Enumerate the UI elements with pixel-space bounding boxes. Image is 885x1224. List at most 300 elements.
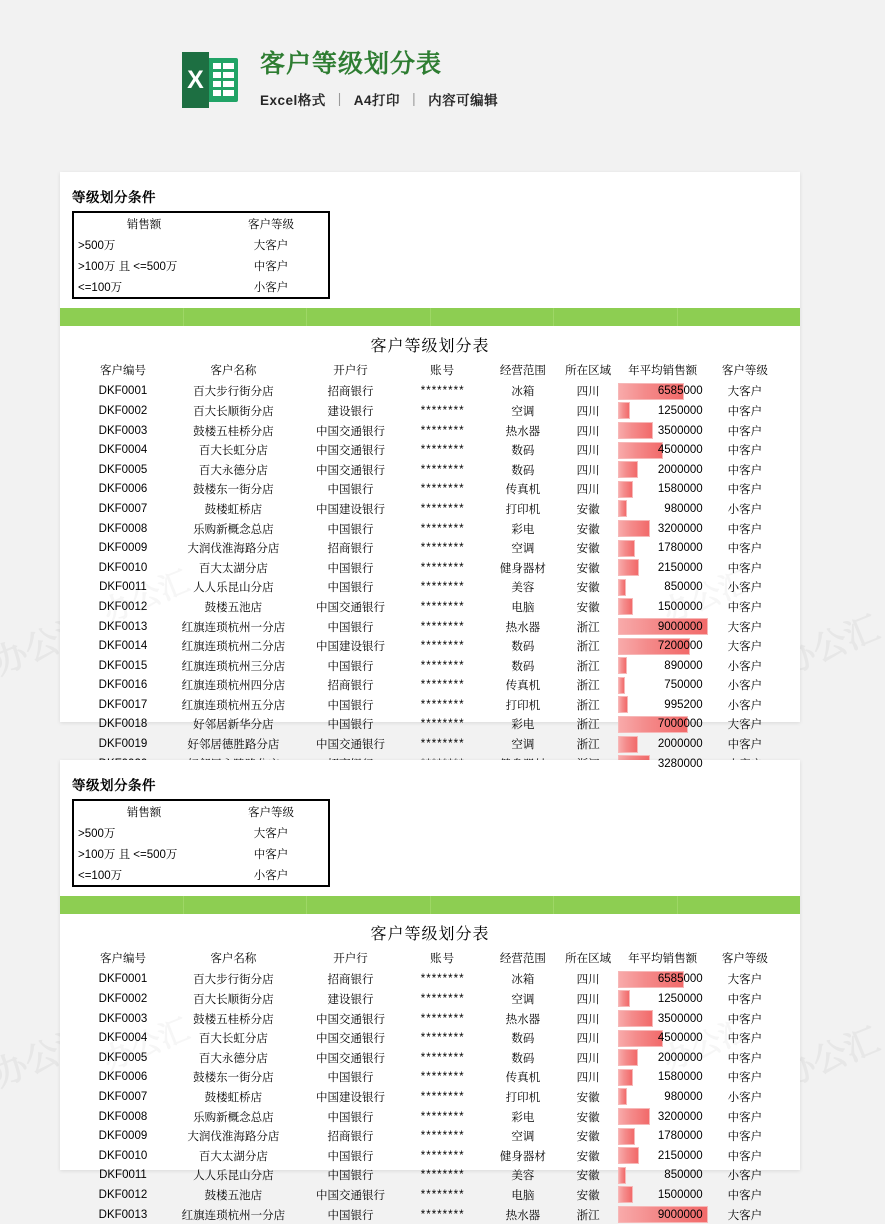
cell-bank: 中国银行 (327, 484, 374, 497)
col-header-sales: 年平均销售额 (628, 365, 698, 378)
conditions-row (74, 843, 328, 864)
table-row (80, 499, 780, 519)
cell-bank: 中国交通银行 (315, 445, 385, 458)
cell-biz: 空调 (511, 739, 535, 752)
cell-level: 中客户 (727, 445, 763, 458)
cell-level: 中客户 (727, 601, 763, 614)
cell-name: 百大长顺街分店 (193, 993, 274, 1006)
col-header-region: 所在区域 (565, 953, 612, 966)
cell-biz: 热水器 (505, 1209, 541, 1222)
excel-logo-letter: X (187, 66, 204, 94)
cell-biz: 热水器 (505, 1013, 541, 1026)
cell-level: 小客户 (727, 503, 763, 516)
cell-name: 红旗连琐杭州二分店 (181, 641, 286, 654)
cell-biz: 电脑 (511, 601, 535, 614)
preview-card-page-1 (60, 172, 800, 770)
condition-level: 小客户 (253, 281, 289, 294)
conditions-box (72, 799, 330, 887)
cell-name: 百大长顺街分店 (193, 405, 274, 418)
cell-id: DKF0003 (98, 424, 148, 437)
cell-sales-databar: 1780000 (616, 1126, 710, 1146)
cell-id: DKF0014 (98, 640, 148, 653)
cell-account: ******** (420, 502, 465, 515)
cell-id: DKF0012 (98, 1188, 148, 1201)
col-header-name: 客户名称 (210, 953, 257, 966)
condition-sales: >500万 (78, 239, 116, 252)
col-header-biz: 经营范围 (499, 953, 546, 966)
col-header-biz: 经营范围 (499, 365, 546, 378)
cell-sales-databar: 6585000 (616, 382, 710, 402)
cell-level: 中客户 (727, 1072, 763, 1085)
conditions-header-level: 客户等级 (248, 806, 294, 819)
cell-id: DKF0017 (98, 698, 148, 711)
cell-account: ******** (420, 640, 465, 653)
cell-level: 中客户 (727, 1189, 763, 1202)
table-row (80, 538, 780, 558)
cell-biz: 数码 (511, 1052, 535, 1065)
subtitle-separator-2: | (412, 91, 417, 107)
cell-name: 好邻居德胜路分店 (187, 739, 280, 752)
conditions-header-row (74, 213, 328, 234)
cell-account: ******** (420, 1169, 465, 1182)
cell-sales-databar: 3500000 (616, 421, 710, 441)
cell-id: DKF0008 (98, 1110, 148, 1123)
cell-region: 安徽 (576, 1170, 600, 1183)
table-header-row (80, 362, 780, 382)
cell-sales-databar: 1780000 (616, 538, 710, 558)
cell-id: DKF0007 (98, 1090, 148, 1103)
cell-region: 安徽 (576, 523, 600, 536)
cell-id: DKF0010 (98, 561, 148, 574)
cell-bank: 中国银行 (327, 699, 374, 712)
cell-account: ******** (420, 620, 465, 633)
cell-level: 大客户 (727, 974, 763, 987)
cell-biz: 数码 (511, 660, 535, 673)
conditions-title: 等级划分条件 (72, 190, 156, 205)
cell-id: DKF0018 (98, 718, 148, 731)
cell-level: 小客户 (727, 680, 763, 693)
cell-bank: 招商银行 (327, 680, 374, 693)
cell-level: 中客户 (727, 739, 763, 752)
cell-name: 红旗连琐杭州四分店 (181, 680, 286, 693)
cell-name: 鼓楼东一街分店 (193, 484, 274, 497)
cell-level: 中客户 (727, 1131, 763, 1144)
cell-region: 四川 (576, 405, 600, 418)
cell-sales-databar: 1500000 (616, 597, 710, 617)
cell-region: 安徽 (576, 1111, 600, 1124)
cell-sales-databar: 980000 (616, 499, 710, 519)
cell-id: DKF0011 (99, 1169, 147, 1182)
cell-id: DKF0008 (98, 522, 148, 535)
cell-sales-databar: 9000000 (616, 617, 710, 637)
conditions-header-sales: 销售额 (126, 806, 162, 819)
cell-biz: 冰箱 (511, 974, 535, 987)
cell-biz: 数码 (511, 641, 535, 654)
cell-name: 乐购新概念总店 (193, 523, 274, 536)
cell-biz: 健身器材 (499, 1150, 546, 1163)
cell-account: ******** (420, 698, 465, 711)
cell-sales-databar: 890000 (616, 656, 710, 676)
cell-name: 百大永德分店 (198, 1052, 268, 1065)
cell-level: 小客户 (727, 660, 763, 673)
cell-region: 浙江 (576, 699, 600, 712)
cell-sales-databar: 980000 (616, 1087, 710, 1107)
table-row (80, 1028, 780, 1048)
cell-level: 中客户 (727, 1150, 763, 1163)
cell-region: 浙江 (576, 621, 600, 634)
table-row (80, 715, 780, 735)
condition-sales: <=100万 (78, 869, 123, 882)
green-banner (60, 896, 800, 914)
subtitle-editable: 内容可编辑 (428, 92, 499, 108)
cell-region: 四川 (576, 484, 600, 497)
cell-name: 百大长虹分店 (198, 445, 268, 458)
cell-name: 鼓楼五桂桥分店 (193, 425, 274, 438)
table-body-2 (80, 970, 780, 1224)
table-row (80, 1087, 780, 1107)
table-row (80, 1205, 780, 1224)
table-row (80, 1166, 780, 1186)
cell-sales-databar: 4500000 (616, 1028, 710, 1048)
cell-bank: 中国银行 (327, 582, 374, 595)
table-row (80, 401, 780, 421)
cell-name: 乐购新概念总店 (193, 1111, 274, 1124)
cell-name: 百大太湖分店 (198, 562, 268, 575)
table-title: 客户等级划分表 (370, 338, 490, 355)
cell-region: 安徽 (576, 601, 600, 614)
cell-biz: 冰箱 (511, 386, 535, 399)
excel-logo-icon (182, 50, 238, 110)
customer-level-table-2 (80, 950, 780, 1224)
cell-name: 百大永德分店 (198, 464, 268, 477)
preview-card-page-2 (60, 760, 800, 1222)
table-row (80, 734, 780, 754)
cell-bank: 中国交通银行 (315, 425, 385, 438)
table-row (80, 1009, 780, 1029)
cell-sales-databar: 7200000 (616, 636, 710, 656)
cell-bank: 中国银行 (327, 1072, 374, 1085)
condition-sales: >500万 (78, 827, 116, 840)
cell-account: ******** (420, 600, 465, 613)
table-row (80, 970, 780, 990)
cell-level: 小客户 (727, 1091, 763, 1104)
table-row (80, 382, 780, 402)
cell-name: 人人乐昆山分店 (193, 582, 274, 595)
cell-id: DKF0003 (98, 1012, 148, 1025)
cell-level: 中客户 (727, 1033, 763, 1046)
cell-name: 鼓楼五池店 (204, 601, 263, 614)
cell-biz: 传真机 (505, 484, 541, 497)
cell-level: 中客户 (727, 1111, 763, 1124)
cell-biz: 彩电 (511, 1111, 535, 1124)
cell-sales-databar: 6585000 (616, 970, 710, 990)
cell-region: 安徽 (576, 562, 600, 575)
cell-bank: 中国交通银行 (315, 739, 385, 752)
conditions-header-level: 客户等级 (248, 218, 294, 231)
cell-bank: 中国交通银行 (315, 464, 385, 477)
cell-id: DKF0010 (98, 1149, 148, 1162)
cell-biz: 打印机 (505, 699, 541, 712)
cell-account: ******** (420, 1130, 465, 1143)
cell-region: 安徽 (576, 1150, 600, 1163)
table-row (80, 440, 780, 460)
table-row (80, 578, 780, 598)
cell-sales-databar: 995200 (616, 695, 710, 715)
cell-region: 安徽 (576, 1091, 600, 1104)
cell-name: 百大步行街分店 (193, 974, 274, 987)
cell-region: 安徽 (576, 503, 600, 516)
cell-account: ******** (420, 1032, 465, 1045)
cell-name: 鼓楼东一街分店 (193, 1072, 274, 1085)
cell-bank: 中国银行 (327, 1150, 374, 1163)
cell-region: 四川 (576, 1072, 600, 1085)
table-header-row (80, 950, 780, 970)
conditions-title: 等级划分条件 (72, 778, 156, 793)
cell-name: 鼓楼虹桥店 (204, 1091, 263, 1104)
cell-account: ******** (420, 679, 465, 692)
cell-region: 浙江 (576, 739, 600, 752)
page-subtitle (260, 89, 498, 109)
cell-bank: 中国交通银行 (315, 1013, 385, 1026)
table-row (80, 1146, 780, 1166)
cell-account: ******** (420, 738, 465, 751)
cell-sales-databar: 7000000 (616, 715, 710, 735)
cell-biz: 电脑 (511, 1189, 535, 1202)
cell-biz: 热水器 (505, 425, 541, 438)
cell-bank: 中国银行 (327, 621, 374, 634)
cell-level: 中客户 (727, 484, 763, 497)
cell-region: 四川 (576, 425, 600, 438)
cell-region: 浙江 (576, 641, 600, 654)
condition-sales: <=100万 (78, 281, 123, 294)
cell-id: DKF0005 (98, 1051, 148, 1064)
cell-account: ******** (420, 1208, 465, 1221)
cell-id: DKF0009 (98, 1130, 148, 1143)
cell-account: ******** (420, 1051, 465, 1064)
cell-bank: 中国建设银行 (315, 503, 385, 516)
cell-name: 好邻居新华分店 (193, 719, 274, 732)
cell-name: 红旗连琐杭州三分店 (181, 660, 286, 673)
table-row (80, 617, 780, 637)
cell-id: DKF0004 (98, 444, 148, 457)
cell-biz: 传真机 (505, 680, 541, 693)
cell-account: ******** (420, 1110, 465, 1123)
green-banner (60, 308, 800, 326)
cell-level: 中客户 (727, 1013, 763, 1026)
cell-id: DKF0006 (98, 483, 148, 496)
cell-region: 浙江 (576, 660, 600, 673)
cell-level: 小客户 (727, 699, 763, 712)
conditions-row (74, 276, 328, 297)
cell-level: 小客户 (727, 582, 763, 595)
cell-level: 大客户 (727, 1209, 763, 1222)
col-header-name: 客户名称 (210, 365, 257, 378)
cell-bank: 中国银行 (327, 523, 374, 536)
cell-sales-databar: 2150000 (616, 558, 710, 578)
cell-sales-databar: 2000000 (616, 1048, 710, 1068)
condition-level: 小客户 (253, 869, 289, 882)
cell-biz: 健身器材 (499, 562, 546, 575)
cell-account: ******** (420, 463, 465, 476)
cell-bank: 建设银行 (327, 405, 374, 418)
cell-region: 浙江 (576, 680, 600, 693)
cell-account: ******** (420, 542, 465, 555)
cell-biz: 数码 (511, 445, 535, 458)
condition-sales: >100万 且 <=500万 (78, 260, 178, 273)
table-row (80, 1068, 780, 1088)
cell-biz: 数码 (511, 464, 535, 477)
table-row (80, 636, 780, 656)
cell-sales-databar: 850000 (616, 578, 710, 598)
cell-bank: 中国银行 (327, 1111, 374, 1124)
cell-region: 浙江 (576, 1209, 600, 1222)
cell-id: DKF0001 (98, 973, 148, 986)
cell-biz: 热水器 (505, 621, 541, 634)
conditions-row (74, 234, 328, 255)
cell-id: DKF0013 (98, 620, 148, 633)
cell-account: ******** (420, 561, 465, 574)
col-header-bank: 开户行 (333, 365, 368, 378)
table-row (80, 1126, 780, 1146)
cell-sales-databar: 1580000 (616, 1068, 710, 1088)
table-row (80, 519, 780, 539)
cell-bank: 中国银行 (327, 719, 374, 732)
cell-sales-databar: 2000000 (616, 460, 710, 480)
condition-level: 大客户 (253, 827, 289, 840)
cell-bank: 中国交通银行 (315, 601, 385, 614)
cell-sales-databar: 1580000 (616, 480, 710, 500)
cell-account: ******** (420, 718, 465, 731)
cell-level: 中客户 (727, 523, 763, 536)
cell-bank: 中国银行 (327, 1170, 374, 1183)
cell-region: 四川 (576, 1052, 600, 1065)
cell-sales-databar: 3200000 (616, 1107, 710, 1127)
cell-sales-databar: 1250000 (616, 401, 710, 421)
cell-level: 大客户 (727, 386, 763, 399)
cell-region: 四川 (576, 386, 600, 399)
cell-id: DKF0013 (98, 1208, 148, 1221)
subtitle-separator-1: | (337, 91, 342, 107)
table-row (80, 989, 780, 1009)
cell-bank: 招商银行 (327, 1131, 374, 1144)
col-header-level: 客户等级 (721, 365, 768, 378)
table-row (80, 1185, 780, 1205)
table-body-1 (80, 382, 780, 774)
cell-region: 四川 (576, 974, 600, 987)
cell-biz: 彩电 (511, 523, 535, 536)
cell-region: 安徽 (576, 1131, 600, 1144)
cell-name: 人人乐昆山分店 (193, 1170, 274, 1183)
customer-level-table-1 (80, 362, 780, 773)
cell-level: 中客户 (727, 993, 763, 1006)
cell-id: DKF0001 (98, 385, 148, 398)
cell-bank: 招商银行 (327, 543, 374, 556)
cell-name: 百大太湖分店 (198, 1150, 268, 1163)
cell-sales-databar: 2150000 (616, 1146, 710, 1166)
cell-level: 中客户 (727, 425, 763, 438)
cell-region: 安徽 (576, 543, 600, 556)
cell-sales-databar: 2000000 (616, 734, 710, 754)
cell-name: 鼓楼五池店 (204, 1189, 263, 1202)
subtitle-print: A4打印 (353, 92, 401, 108)
cell-name: 红旗连琐杭州五分店 (181, 699, 286, 712)
col-header-account: 账号 (430, 365, 456, 378)
cell-id: DKF0002 (98, 404, 148, 417)
table-row (80, 1107, 780, 1127)
conditions-row (74, 255, 328, 276)
cell-id: DKF0011 (99, 581, 147, 594)
col-header-level: 客户等级 (721, 953, 768, 966)
cell-name: 百大长虹分店 (198, 1033, 268, 1046)
cell-id: DKF0006 (98, 1071, 148, 1084)
cell-account: ******** (420, 1149, 465, 1162)
cell-sales-databar: 1250000 (616, 989, 710, 1009)
cell-sales-databar: 750000 (616, 676, 710, 696)
cell-sales-databar: 3280000 (616, 754, 710, 774)
cell-id: DKF0007 (98, 502, 148, 515)
cell-level: 中客户 (727, 543, 763, 556)
cell-sales-databar: 850000 (616, 1166, 710, 1186)
cell-level: 小客户 (727, 1170, 763, 1183)
condition-level: 大客户 (253, 239, 289, 252)
cell-account: ******** (420, 424, 465, 437)
cell-biz: 空调 (511, 405, 535, 418)
col-header-bank: 开户行 (333, 953, 368, 966)
cell-account: ******** (420, 404, 465, 417)
cell-account: ******** (420, 444, 465, 457)
cell-biz: 空调 (511, 543, 535, 556)
cell-bank: 中国银行 (327, 660, 374, 673)
table-row (80, 695, 780, 715)
table-row (80, 676, 780, 696)
cell-account: ******** (420, 992, 465, 1005)
table-row (80, 1048, 780, 1068)
cell-name: 大润伐淮海路分店 (187, 1131, 280, 1144)
cell-bank: 中国交通银行 (315, 1189, 385, 1202)
cell-bank: 中国建设银行 (315, 1091, 385, 1104)
cell-account: ******** (420, 1071, 465, 1084)
cell-id: DKF0009 (98, 542, 148, 555)
cell-biz: 美容 (511, 1170, 535, 1183)
page-header (0, 0, 860, 160)
cell-bank: 中国建设银行 (315, 641, 385, 654)
table-row (80, 656, 780, 676)
conditions-header-sales: 销售额 (126, 218, 162, 231)
conditions-header-row (74, 801, 328, 822)
cell-biz: 传真机 (505, 1072, 541, 1085)
table-row (80, 460, 780, 480)
cell-biz: 数码 (511, 1033, 535, 1046)
col-header-region: 所在区域 (565, 365, 612, 378)
conditions-box (72, 211, 330, 299)
condition-sales: >100万 且 <=500万 (78, 848, 178, 861)
cell-account: ******** (420, 483, 465, 496)
col-header-id: 客户编号 (99, 953, 146, 966)
cell-sales-databar: 4500000 (616, 440, 710, 460)
cell-name: 红旗连琐杭州一分店 (181, 621, 286, 634)
table-row (80, 480, 780, 500)
condition-level: 中客户 (253, 848, 289, 861)
cell-account: ******** (420, 385, 465, 398)
cell-biz: 空调 (511, 1131, 535, 1144)
cell-level: 中客户 (727, 405, 763, 418)
cell-biz: 美容 (511, 582, 535, 595)
subtitle-format: Excel格式 (260, 92, 326, 108)
cell-sales-databar: 9000000 (616, 1205, 710, 1224)
condition-level: 中客户 (253, 260, 289, 273)
cell-id: DKF0004 (98, 1032, 148, 1045)
cell-region: 安徽 (576, 1189, 600, 1202)
